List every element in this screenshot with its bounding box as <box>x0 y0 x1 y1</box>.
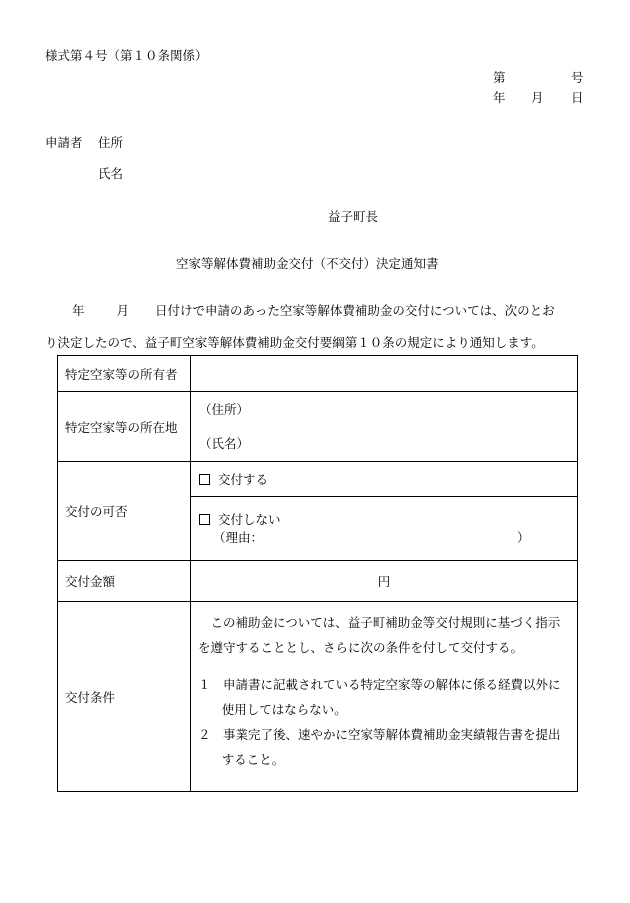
conditions-intro: この補助金については、益子町補助金等交付規則に基づく指示を遵守することとし、さらに次の条件を付して交付する。 <box>198 615 561 655</box>
conditions-label: 交付条件 <box>58 602 191 792</box>
condition-1: １ 申請書に記載されている特定空家等の解体に係る経費以外に使用してはならない。 <box>198 677 561 717</box>
owner-label: 特定空家等の所有者 <box>58 356 191 392</box>
decision-label: 交付の可否 <box>58 462 191 561</box>
date-month: 月 <box>531 90 544 105</box>
doc-number-suffix: 号 <box>571 70 584 85</box>
option-deny: 交付しない <box>218 511 281 527</box>
location-value <box>191 392 578 462</box>
amount-unit: 円 <box>377 574 391 589</box>
body-line-2: り決定したので、益子町空家等解体費補助金交付要綱第１０条の規定により通知します。 <box>45 335 544 350</box>
reason-close: ） <box>517 529 530 545</box>
reason-open: （理由： <box>213 529 264 545</box>
applicant-label: 申請者 <box>45 135 83 150</box>
amount-value <box>191 561 578 602</box>
date-year: 年 <box>493 90 506 105</box>
form-number: 様式第４号（第１０条関係） <box>45 48 208 63</box>
decision-table <box>57 355 578 792</box>
applicant-name-label: 氏名 <box>98 166 124 181</box>
amount-label: 交付金額 <box>58 561 191 602</box>
owner-value <box>191 356 578 392</box>
date-day: 日 <box>571 90 584 105</box>
option-deny-cell <box>191 497 578 561</box>
body-line-1 <box>50 305 555 318</box>
document-title: 空家等解体費補助金交付（不交付）決定通知書 <box>176 256 439 271</box>
deny-checkbox[interactable] <box>199 514 210 525</box>
body-line-1-text: 日付けで申請のあった空家等解体費補助金の交付については、次のとお <box>155 303 555 318</box>
doc-number-prefix: 第 <box>493 70 506 85</box>
body-month: 月 <box>116 303 130 318</box>
grant-checkbox[interactable] <box>199 474 210 485</box>
condition-2: ２ 事業完了後、速やかに空家等解体費補助金実績報告書を提出すること。 <box>198 727 561 767</box>
location-label: 特定空家等の所在地 <box>58 392 191 462</box>
location-name: （氏名） <box>199 435 250 451</box>
location-address: （住所） <box>199 401 250 417</box>
option-grant: 交付する <box>218 472 269 487</box>
option-grant-cell <box>191 462 578 497</box>
conditions-text <box>191 602 578 792</box>
applicant-address-label: 住所 <box>98 135 124 150</box>
issuer: 益子町長 <box>328 209 379 224</box>
body-year: 年 <box>72 303 85 318</box>
